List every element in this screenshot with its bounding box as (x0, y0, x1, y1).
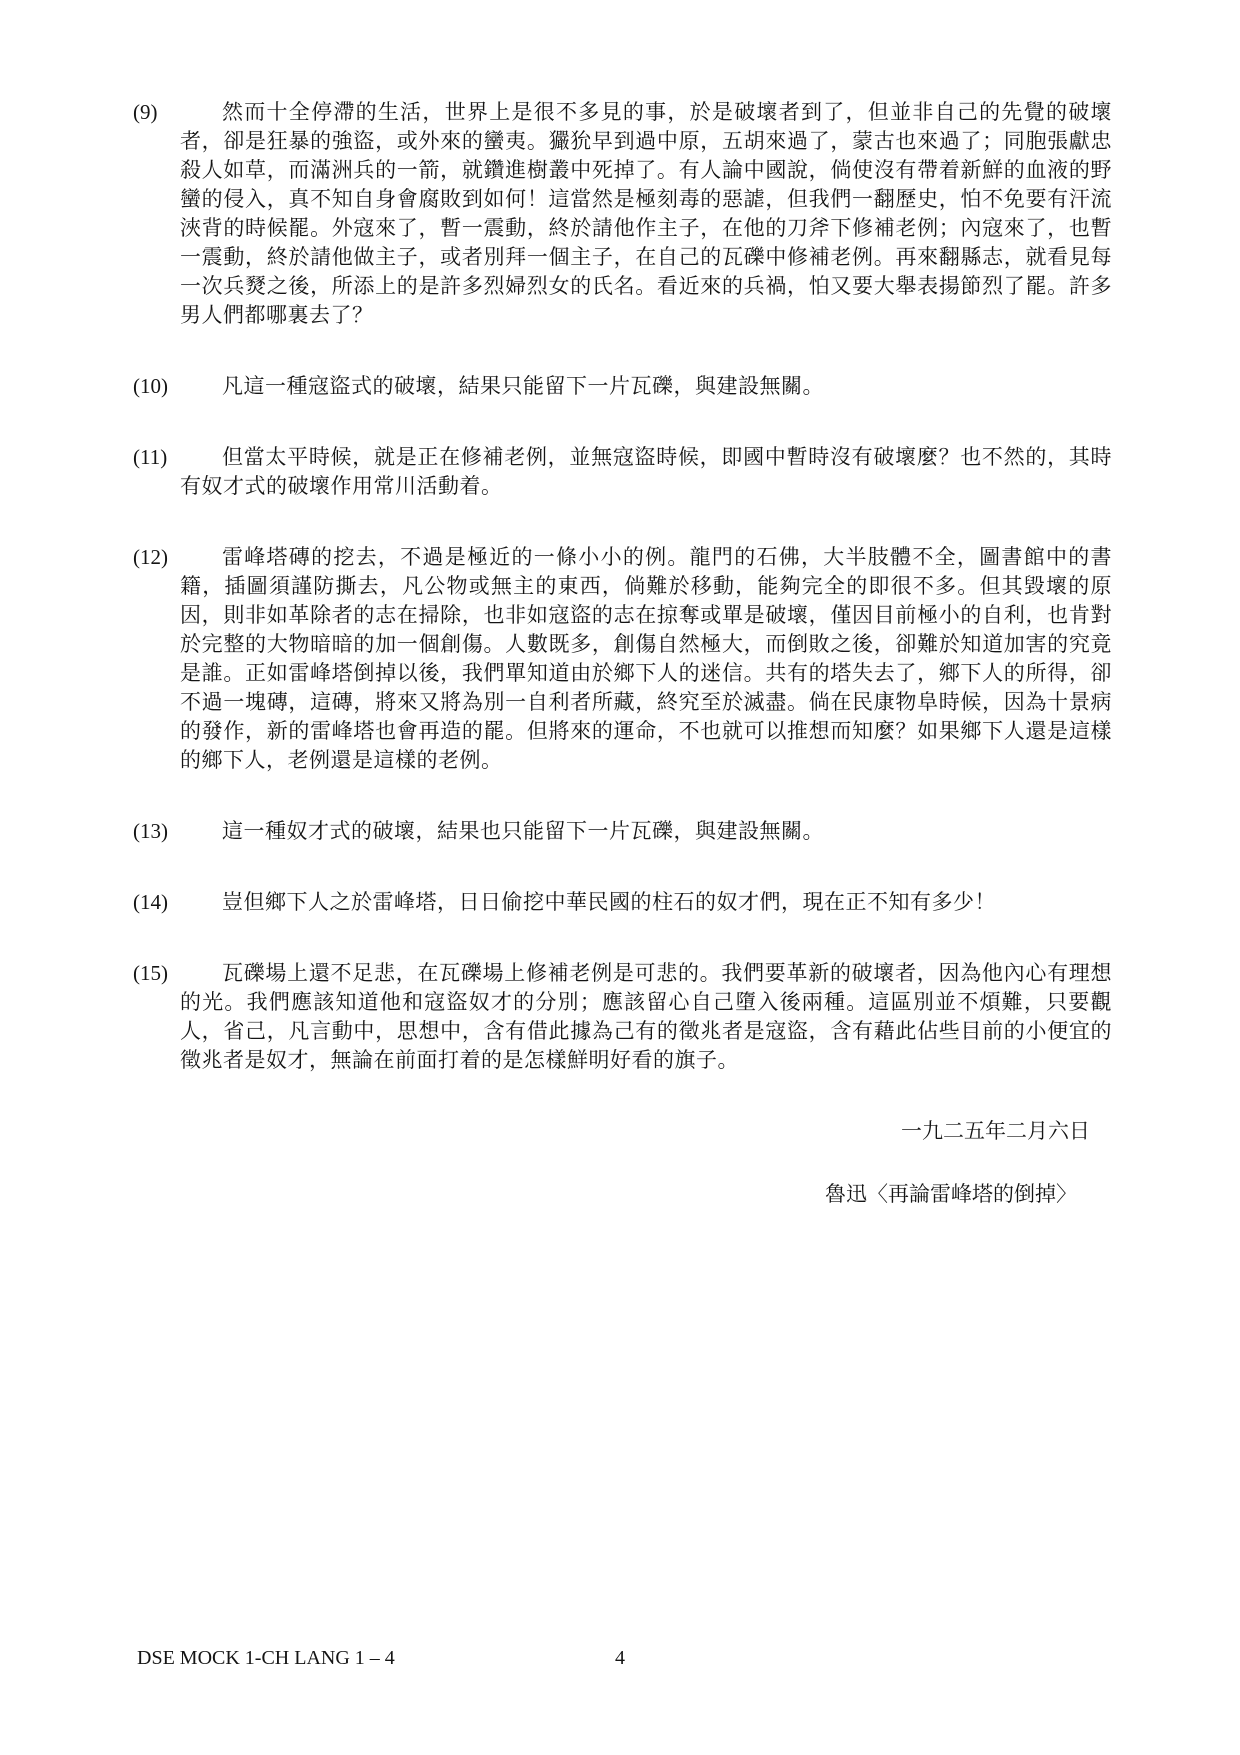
paragraph-text: 雷峰塔磚的挖去，不過是極近的一條小小的例。龍門的石佛，大半肢體不全，圖書館中的書籍，插圖須謹防撕去，凡公物或無主的東西，倘難於移動，能夠完全的即很不多。但其毀壞的原因，則非如革除者的志在掃除，也非如寇盜的志在掠奪或單是破壞，僅因目前極小的自利，也肯對於完整的大物暗暗的加一個創傷。人數既多，創傷自然極大，而倒敗之後，卻難於知道加害的究竟是誰。正如雷峰塔倒掉以後，我們單知道由於鄉下人的迷信。共有的塔失去了，鄉下人的所得，卻不過一塊磚，這磚，將來又將為別一自利者所藏，終究至於滅盡。倘在民康物阜時候，因為十景病的發作，新的雷峰塔也會再造的罷。但將來的運命，不也就可以推想而知麼？如果鄉下人還是這樣的鄉下人，老例還是這樣的老例。 (180, 545, 1112, 772)
paragraph-14 (133, 888, 1112, 917)
paragraph-number: (9) (133, 100, 158, 124)
reading-passage (133, 98, 1112, 1209)
paragraph-text: 瓦礫場上還不足悲，在瓦礫場上修補老例是可悲的。我們要革新的破壞者，因為他內心有理想的光。我們應該知道他和寇盜奴才的分別；應該留心自己墮入後兩種。這區別並不煩難，只要觀人，省己，凡言動中，思想中，含有借此據為己有的徵兆者是寇盜，含有藉此佔些目前的小便宜的徵兆者是奴才，無論在前面打着的是怎樣鮮明好看的旗子。 (180, 961, 1112, 1072)
paragraph-number: (15) (133, 961, 168, 985)
paragraph-text: 凡這一種寇盜式的破壞，結果只能留下一片瓦礫，與建設無關。 (222, 374, 824, 398)
paragraph-text: 但當太平時候，就是正在修補老例，並無寇盜時候，即國中暫時沒有破壞麼？也不然的，其時有奴才式的破壞作用常川活動着。 (180, 445, 1112, 498)
paragraph-15 (133, 959, 1112, 1075)
paragraph-number: (13) (133, 819, 168, 843)
paragraph-12 (133, 543, 1112, 775)
paragraph-13 (133, 817, 1112, 846)
paragraph-number: (12) (133, 545, 168, 569)
paragraph-text: 豈但鄉下人之於雷峰塔，日日偷挖中華民國的柱石的奴才們，現在正不知有多少！ (222, 890, 996, 914)
paragraph-text: 然而十全停滯的生活，世界上是很不多見的事，於是破壞者到了，但並非自己的先覺的破壞者，卻是狂暴的強盜，或外來的蠻夷。玁狁早到過中原，五胡來過了，蒙古也來過了；同胞張獻忠殺人如草，而滿洲兵的一箭，就鑽進樹叢中死掉了。有人論中國說，倘使沒有帶着新鮮的血液的野蠻的侵入，真不知自身會腐敗到如何！這當然是極刻毒的惡謔，但我們一翻歷史，怕不免要有汗流浹背的時候罷。外寇來了，暫一震動，終於請他作主子，在他的刀斧下修補老例；內寇來了，也暫一震動，終於請他做主子，或者別拜一個主子，在自己的瓦礫中修補老例。再來翻縣志，就看見每一次兵燹之後，所添上的是許多烈婦烈女的氏名。看近來的兵禍，怕又要大舉表揚節烈了罷。許多男人們都哪裏去了？ (180, 100, 1112, 327)
attribution-line: 魯迅〈再論雷峰塔的倒掉〉 (825, 1182, 1077, 1206)
paragraph-number: (10) (133, 374, 168, 398)
page-footer (0, 1645, 1240, 1675)
paragraph-text: 這一種奴才式的破壞，結果也只能留下一片瓦礫，與建設無關。 (222, 819, 824, 843)
paragraph-number: (14) (133, 890, 168, 914)
footer-doc-code: DSE MOCK 1-CH LANG 1 – 4 (137, 1647, 395, 1669)
date-line: 一九二五年二月六日 (901, 1119, 1090, 1143)
paragraph-10 (133, 372, 1112, 401)
paragraph-9 (133, 98, 1112, 330)
paragraph-number: (11) (133, 445, 168, 469)
footer-page-number: 4 (615, 1647, 625, 1669)
paragraph-11 (133, 443, 1112, 501)
